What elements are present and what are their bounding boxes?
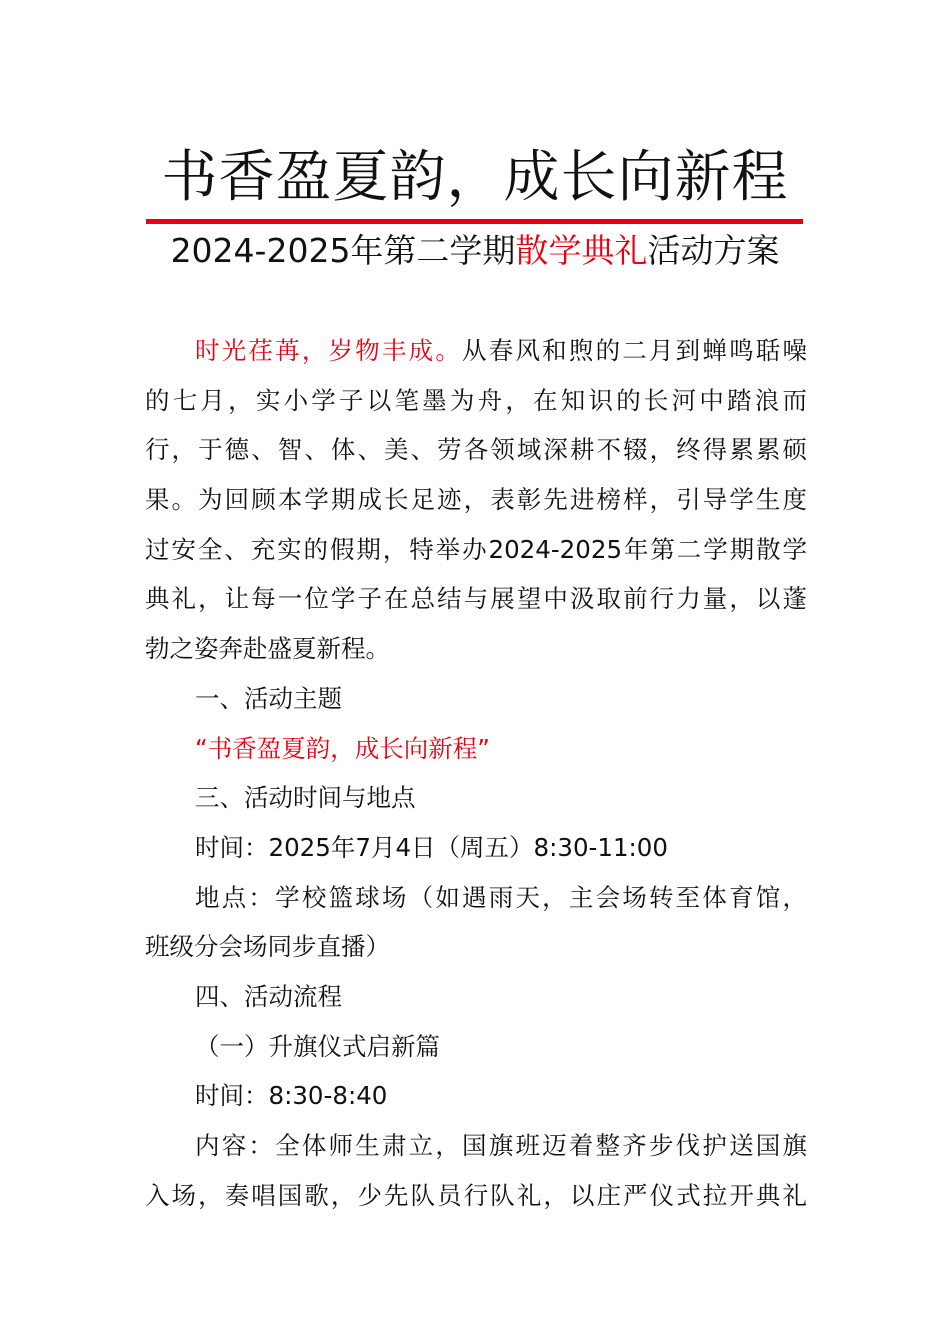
- section-heading-theme: 一、活动主题: [195, 683, 342, 713]
- section-heading-process: 四、活动流程: [195, 981, 342, 1011]
- intro-lead: 时光荏苒，岁物丰成。: [195, 336, 463, 365]
- theme-text: “书香盈夏韵，成长向新程”: [195, 733, 490, 763]
- step1-heading: （一）升旗仪式启新篇: [195, 1031, 440, 1061]
- title-divider: [146, 219, 803, 224]
- intro-line: 过安全、充实的假期，特举办2024-2025年第二学期散学: [145, 534, 807, 564]
- intro-last-line: 勃之姿奔赴盛夏新程。: [145, 634, 390, 664]
- document-subtitle: [0, 228, 950, 274]
- step1-content: 内容：全体师生肃立，国旗班迈着整齐步伐护送国旗: [195, 1131, 807, 1160]
- subtitle-prefix: 2024-2025年第二学期: [170, 231, 516, 270]
- subtitle-suffix: 活动方案: [647, 231, 780, 270]
- subtitle-highlight: 散学典礼: [515, 231, 648, 270]
- place-line-continued: 班级分会场同步直播）: [145, 932, 390, 962]
- intro-line: 典礼，让每一位学子在总结与展望中汲取前行力量，以蓬: [145, 584, 807, 614]
- place-line: 地点：学校篮球场（如遇雨天，主会场转至体育馆，: [195, 882, 807, 912]
- document-body: [145, 326, 807, 1220]
- step1-time: 时间：8:30-8:40: [195, 1081, 388, 1111]
- intro-first-line-rest: 从春风和煦的二月到蝉鸣聒噪: [462, 336, 808, 365]
- time-line: 时间：2025年7月4日（周五）8:30-11:00: [195, 832, 668, 862]
- intro-line: 行，于德、智、体、美、劳各领域深耕不辍，终得累累硕: [145, 435, 807, 465]
- document-title: 书香盈夏韵，成长向新程: [161, 145, 789, 210]
- intro-line: [145, 326, 807, 376]
- intro-line: 果。为回顾本学期成长足迹，表彰先进榜样，引导学生度: [145, 485, 807, 515]
- section-heading-time-place: 三、活动时间与地点: [195, 783, 416, 813]
- step1-content-continued: 入场，奏唱国歌，少先队员行队礼，以庄严仪式拉开典礼: [145, 1180, 807, 1210]
- intro-line: 的七月，实小学子以笔墨为舟，在知识的长河中踏浪而: [145, 385, 807, 415]
